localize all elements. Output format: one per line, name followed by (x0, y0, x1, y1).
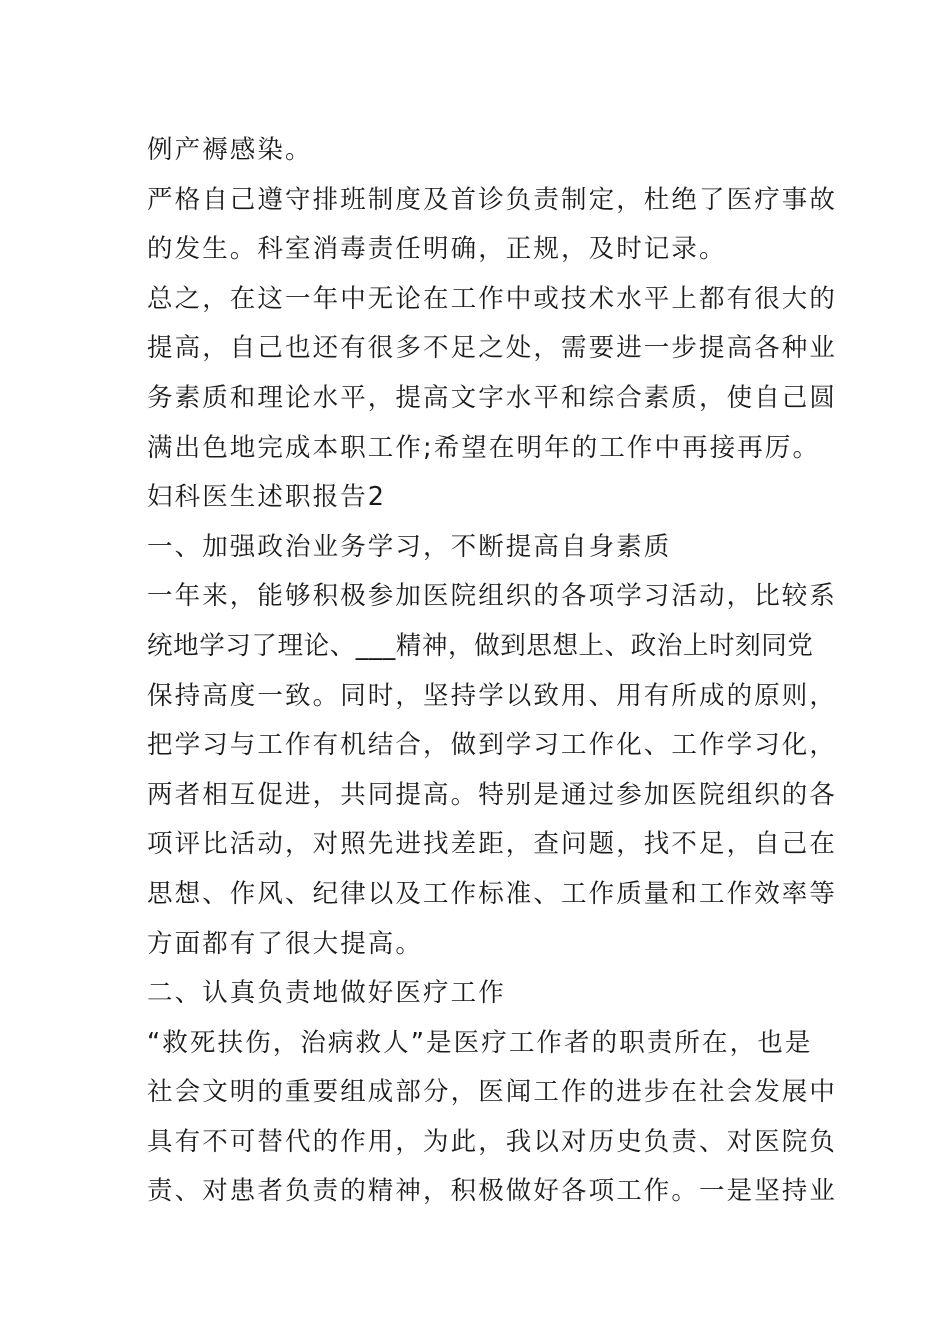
paragraph-line: 责、对患者负责的精神，积极做好各项工作。一是坚持业 (147, 1176, 838, 1207)
document-body (147, 126, 838, 1217)
paragraph-line: 方面都有了很大提高。 (147, 928, 424, 959)
paragraph-line: 满出色地完成本职工作;希望在明年的工作中再接再厉。 (147, 432, 821, 463)
paragraph-line: 思想、作风、纪律以及工作标准、工作质量和工作效率等 (147, 878, 838, 909)
section-title: 妇科医生述职报告2 (147, 482, 387, 513)
paragraph-line: 总之，在这一年中无论在工作中或技术水平上都有很大的 (147, 283, 838, 314)
paragraph-line: 的发生。科室消毒责任明确，正规，及时记录。 (147, 234, 727, 265)
paragraph-line: 项评比活动，对照先进找差距，查问题，找不足，自己在 (147, 829, 838, 860)
section-heading: 一、加强政治业务学习，不断提高自身素质 (147, 531, 672, 562)
paragraph-line: 两者相互促进，共同提高。特别是通过参加医院组织的各 (147, 779, 838, 810)
section-heading: 二、认真负责地做好医疗工作 (147, 978, 506, 1009)
paragraph-line: 保持高度一致。同时，坚持学以致用、用有所成的原则， (147, 680, 838, 711)
paragraph-line: 社会文明的重要组成部分，医闻工作的进步在社会发展中 (147, 1077, 838, 1108)
paragraph-line: 把学习与工作有机结合，做到学习工作化、工作学习化， (147, 730, 838, 761)
paragraph-line: “救死扶伤，治病救人”是医疗工作者的职责所在，也是 (147, 1027, 813, 1058)
paragraph-line: 具有不可替代的作用，为此，我以对历史负责、对医院负 (147, 1126, 838, 1157)
paragraph-line: 务素质和理论水平，提高文字水平和综合素质，使自己圆 (147, 382, 838, 413)
paragraph-line: 一年来，能够积极参加医院组织的各项学习活动，比较系 (147, 581, 838, 612)
paragraph-line: 统地学习了理论、___精神，做到思想上、政治上时刻同党 (147, 630, 814, 661)
paragraph-line: 例产褥感染。 (147, 135, 313, 165)
paragraph-line: 提高，自己也还有很多不足之处，需要进一步提高各种业 (147, 333, 838, 364)
paragraph-line: 严格自己遵守排班制度及首诊负责制定，杜绝了医疗事故 (147, 184, 838, 215)
